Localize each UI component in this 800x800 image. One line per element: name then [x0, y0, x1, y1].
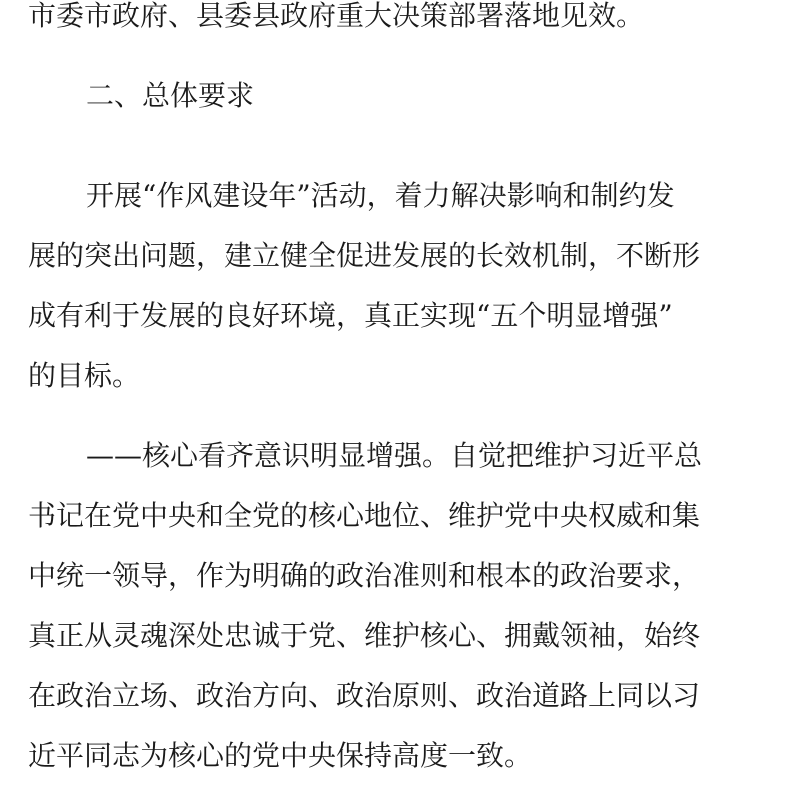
- paragraph2-line: 书记在党中央和全党的核心地位、维护党中央权威和集: [28, 499, 701, 532]
- intro-line: 市委市政府、县委县政府重大决策部署落地见效。: [28, 0, 645, 32]
- paragraph2-line: 近平同志为核心的党中央保持高度一致。: [28, 739, 533, 772]
- paragraph2-line: 在政治立场、政治方向、政治原则、政治道路上同以习: [28, 679, 701, 712]
- paragraph2-line: 中统一领导，作为明确的政治准则和根本的政治要求，: [28, 559, 701, 592]
- paragraph2-line: ——核心看齐意识明显增强。自觉把维护习近平总: [86, 439, 703, 472]
- paragraph1-line: 的目标。: [28, 359, 141, 392]
- paragraph1-line: 展的突出问题，建立健全促进发展的长效机制，不断形: [28, 239, 701, 272]
- paragraph2-line: 真正从灵魂深处忠诚于党、维护核心、拥戴领袖，始终: [28, 619, 701, 652]
- section-heading: 二、总体要求: [86, 79, 255, 112]
- paragraph1-line: 成有利于发展的良好环境，真正实现“五个明显增强”: [28, 299, 673, 332]
- paragraph1-line: 开展“作风建设年”活动，着力解决影响和制约发: [86, 179, 675, 212]
